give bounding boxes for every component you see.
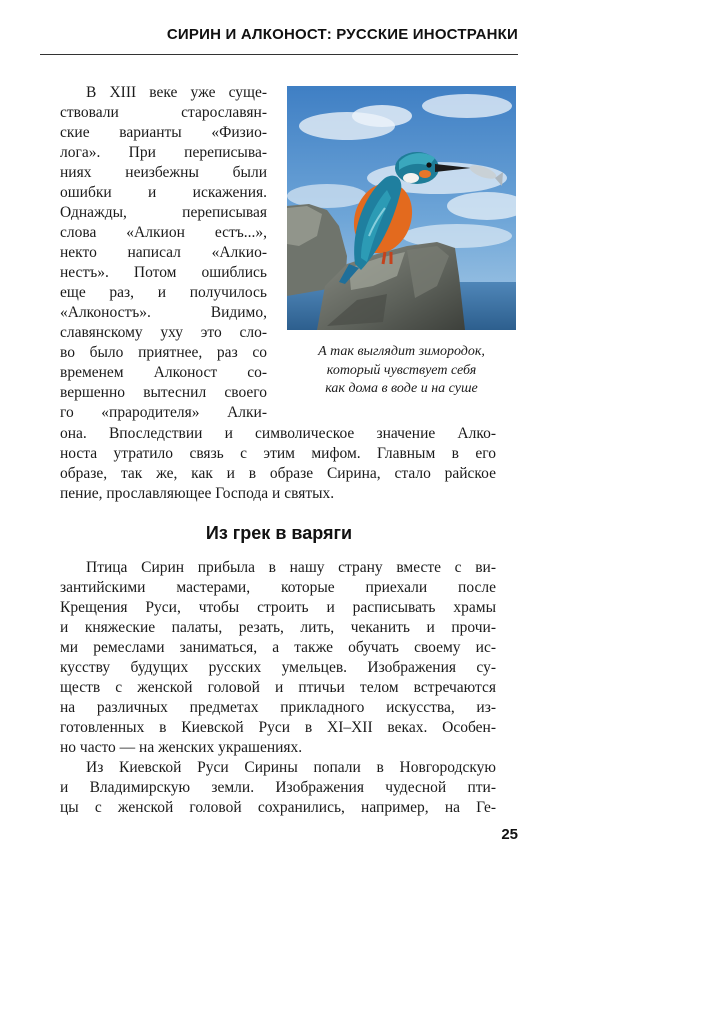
section-text-line: Крещения Руси, чтобы строить и расписывать храмы [60, 599, 496, 616]
section-text-line: Из Киевской Руси Сирины попали в Новгородскую [86, 759, 496, 776]
section-text-line: кусству будущих русских умельцев. Изображения су- [60, 659, 496, 676]
body-text-line: «Алконостъ». Видимо, [60, 304, 267, 321]
body-text-line: ствовали старославян- [60, 104, 267, 121]
section-text-line: зантийскими мастерами, которые приехали после [60, 579, 496, 596]
section-text-line: Птица Сирин прибыла в нашу страну вместе с ви- [86, 559, 496, 576]
body-text-line: слова «Алкион естъ...», [60, 224, 267, 241]
body-text-line: пение, прославляющее Господа и святых. [60, 485, 335, 502]
kingfisher-illustration [287, 86, 516, 330]
body-text-line: Однажды, переписывая [60, 204, 267, 221]
body-text-line: вершенно вытеснил своего [60, 384, 267, 401]
section-text-line: но часто — на женских украшениях. [60, 739, 303, 756]
section-text-line: готовленных в Киевской Руси в XI–XII веках. Особен- [60, 719, 496, 736]
body-text-line: лога». При переписыва- [60, 144, 267, 161]
body-text-line: славянскому уху это сло- [60, 324, 267, 341]
body-text-line: некто написал «Алкио- [60, 244, 267, 261]
body-text-line: нестъ». Потом ошиблись [60, 264, 267, 281]
body-text-line: ошибки и искажения. [60, 184, 267, 201]
header-rule [40, 54, 518, 55]
section-text-line: ми ремеслами заниматься, а также обучать своему ис- [60, 639, 496, 656]
body-text-line: временем Алконост со- [60, 364, 267, 381]
section-text-line: и Владимирскую земли. Изображения чудесной пти- [60, 779, 496, 796]
body-text-line: ниях неизбежны были [60, 164, 267, 181]
section-heading: Из грек в варяги [205, 523, 353, 543]
section-text-line: на различных предметах прикладного искусства, из- [60, 699, 496, 716]
body-text-line: ские варианты «Физио- [60, 124, 267, 141]
caption-line: как дома в воде и на суше [325, 381, 478, 396]
section-text-line: и княжеские палаты, резать, лить, чеканить и прочи- [60, 619, 496, 636]
body-text-line: она. Впоследствии и символическое значение Алко- [60, 425, 496, 442]
body-text-line: во было приятнее, раз со [60, 344, 267, 361]
body-text-line: образе, так же, как и в образе Сирина, стало райское [60, 465, 496, 482]
body-text-line: В XIII веке уже суще- [86, 84, 267, 101]
figure-caption [287, 343, 516, 399]
body-text-line: го «прародителя» Алки- [60, 404, 267, 421]
page-number: 25 [501, 826, 518, 843]
body-text-line: еще раз, и получилось [60, 284, 267, 301]
body-text-line: носта утратило связь с этим мифом. Главным в его [60, 445, 496, 462]
section-text-line: ществ с женской головой и птичьи телом встречаются [60, 679, 496, 696]
caption-line: А так выглядит зимородок, [318, 344, 485, 359]
caption-line: который чувствует себя [326, 362, 477, 378]
running-head: СИРИН И АЛКОНОСТ: РУССКИЕ ИНОСТРАНКИ [166, 26, 518, 43]
section-text-line: цы с женской головой сохранились, например, на Ге- [60, 799, 496, 816]
